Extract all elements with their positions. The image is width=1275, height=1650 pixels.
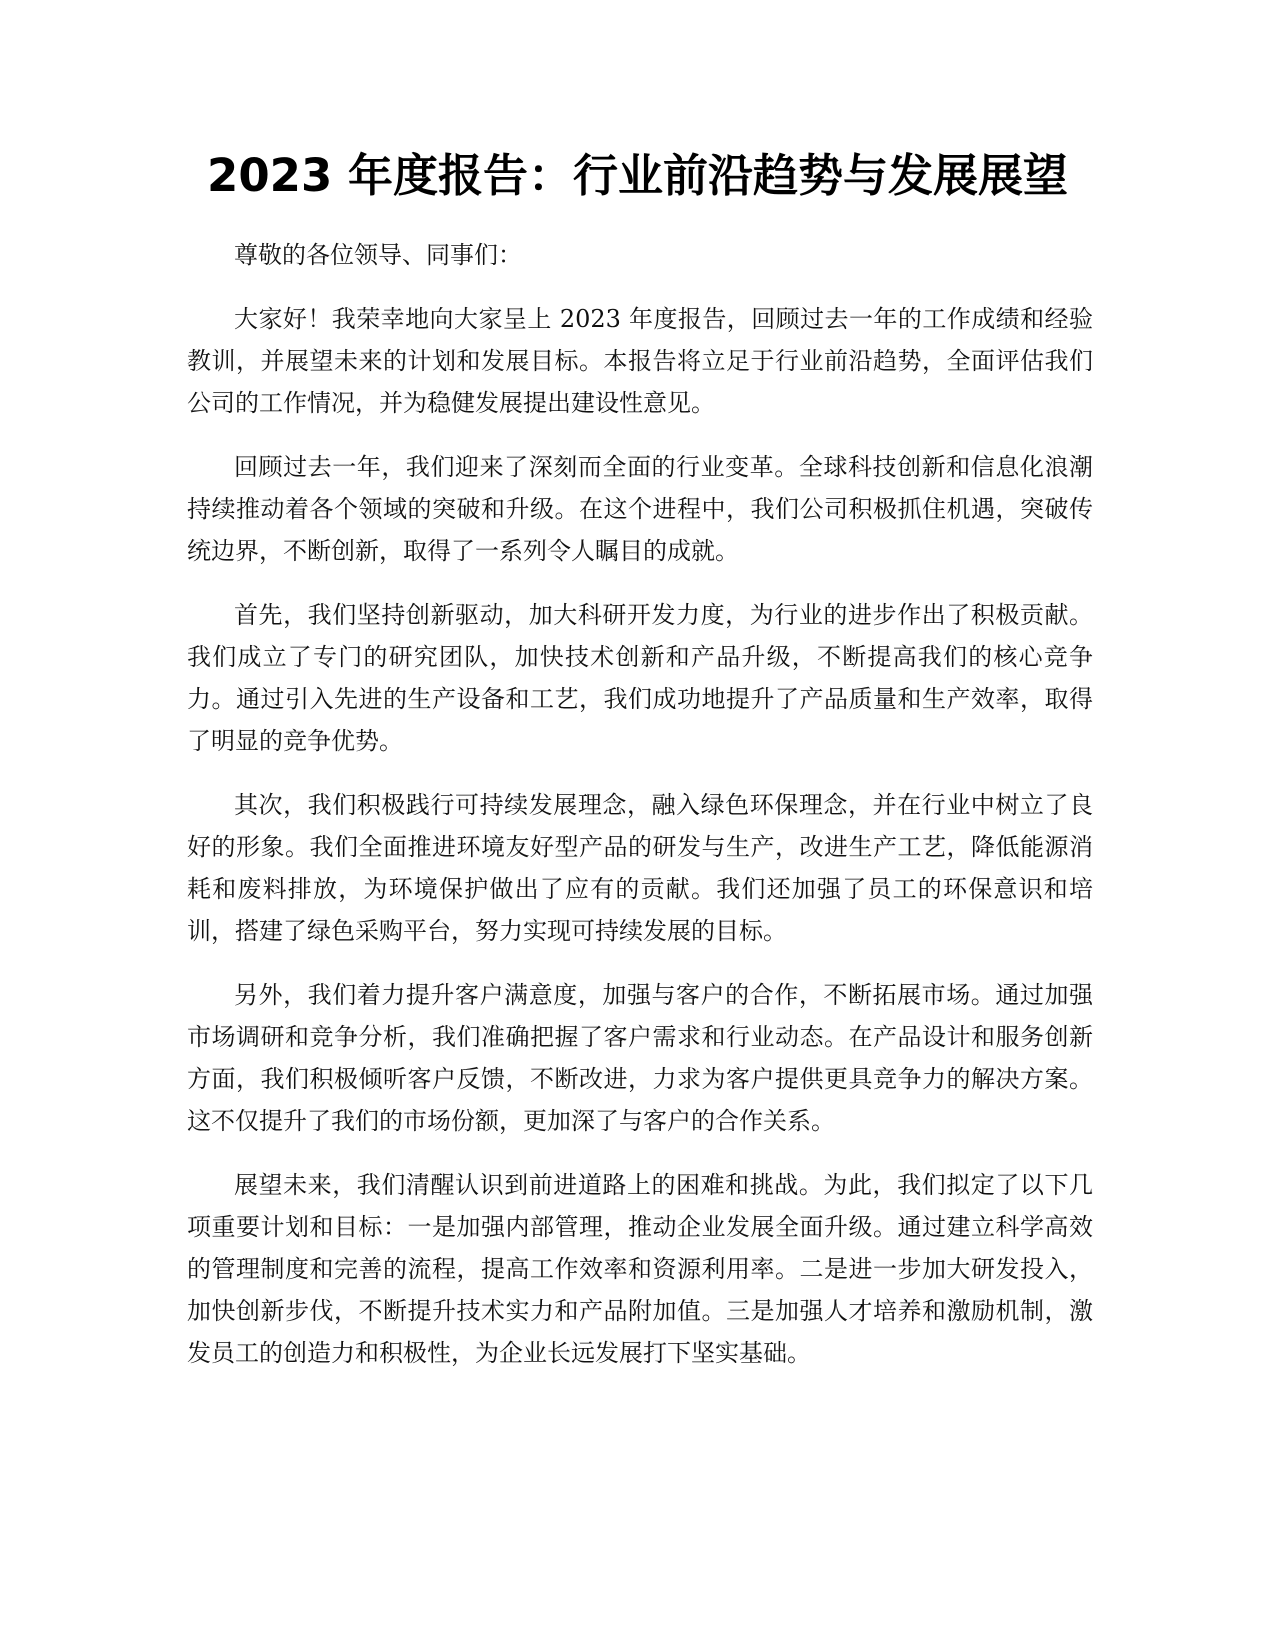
salutation: 尊敬的各位领导、同事们： [234, 241, 522, 269]
paragraph-innovation: 首先，我们坚持创新驱动，加大科研开发力度，为行业的进步作出了积极贡献。我们成立了专门的研究团队，加快技术创新和产品升级，不断提高我们的核心竞争力。通过引入先进的生产设备和工艺，我们成功地提升了产品质量和生产效率，取得了明显的竞争优势。 [187, 601, 1093, 755]
document-body [187, 234, 1093, 1396]
paragraph-review: 回顾过去一年，我们迎来了深刻而全面的行业变革。全球科技创新和信息化浪潮持续推动着各个领域的突破和升级。在这个进程中，我们公司积极抓住机遇，突破传统边界，不断创新，取得了一系列令人瞩目的成就。 [187, 453, 1093, 565]
paragraph-greeting: 大家好！我荣幸地向大家呈上 2023 年度报告，回顾过去一年的工作成绩和经验教训，并展望未来的计划和发展目标。本报告将立足于行业前沿趋势，全面评估我们公司的工作情况，并为稳健发展提出建设性意见。 [187, 305, 1093, 417]
paragraph-customers: 另外，我们着力提升客户满意度，加强与客户的合作，不断拓展市场。通过加强市场调研和竞争分析，我们准确把握了客户需求和行业动态。在产品设计和服务创新方面，我们积极倾听客户反馈，不断改进，力求为客户提供更具竞争力的解决方案。这不仅提升了我们的市场份额，更加深了与客户的合作关系。 [187, 981, 1093, 1135]
paragraph-sustainability: 其次，我们积极践行可持续发展理念，融入绿色环保理念，并在行业中树立了良好的形象。我们全面推进环境友好型产品的研发与生产，改进生产工艺，降低能源消耗和废料排放，为环境保护做出了应有的贡献。我们还加强了员工的环保意识和培训，搭建了绿色采购平台，努力实现可持续发展的目标。 [187, 791, 1093, 945]
page-title: 2023 年度报告：行业前沿趋势与发展展望 [207, 149, 1068, 202]
paragraph-outlook: 展望未来，我们清醒认识到前进道路上的困难和挑战。为此，我们拟定了以下几项重要计划和目标：一是加强内部管理，推动企业发展全面升级。通过建立科学高效的管理制度和完善的流程，提高工作效率和资源利用率。二是进一步加大研发投入，加快创新步伐，不断提升技术实力和产品附加值。三是加强人才培养和激励机制，激发员工的创造力和积极性，为企业长远发展打下坚实基础。 [187, 1171, 1093, 1367]
